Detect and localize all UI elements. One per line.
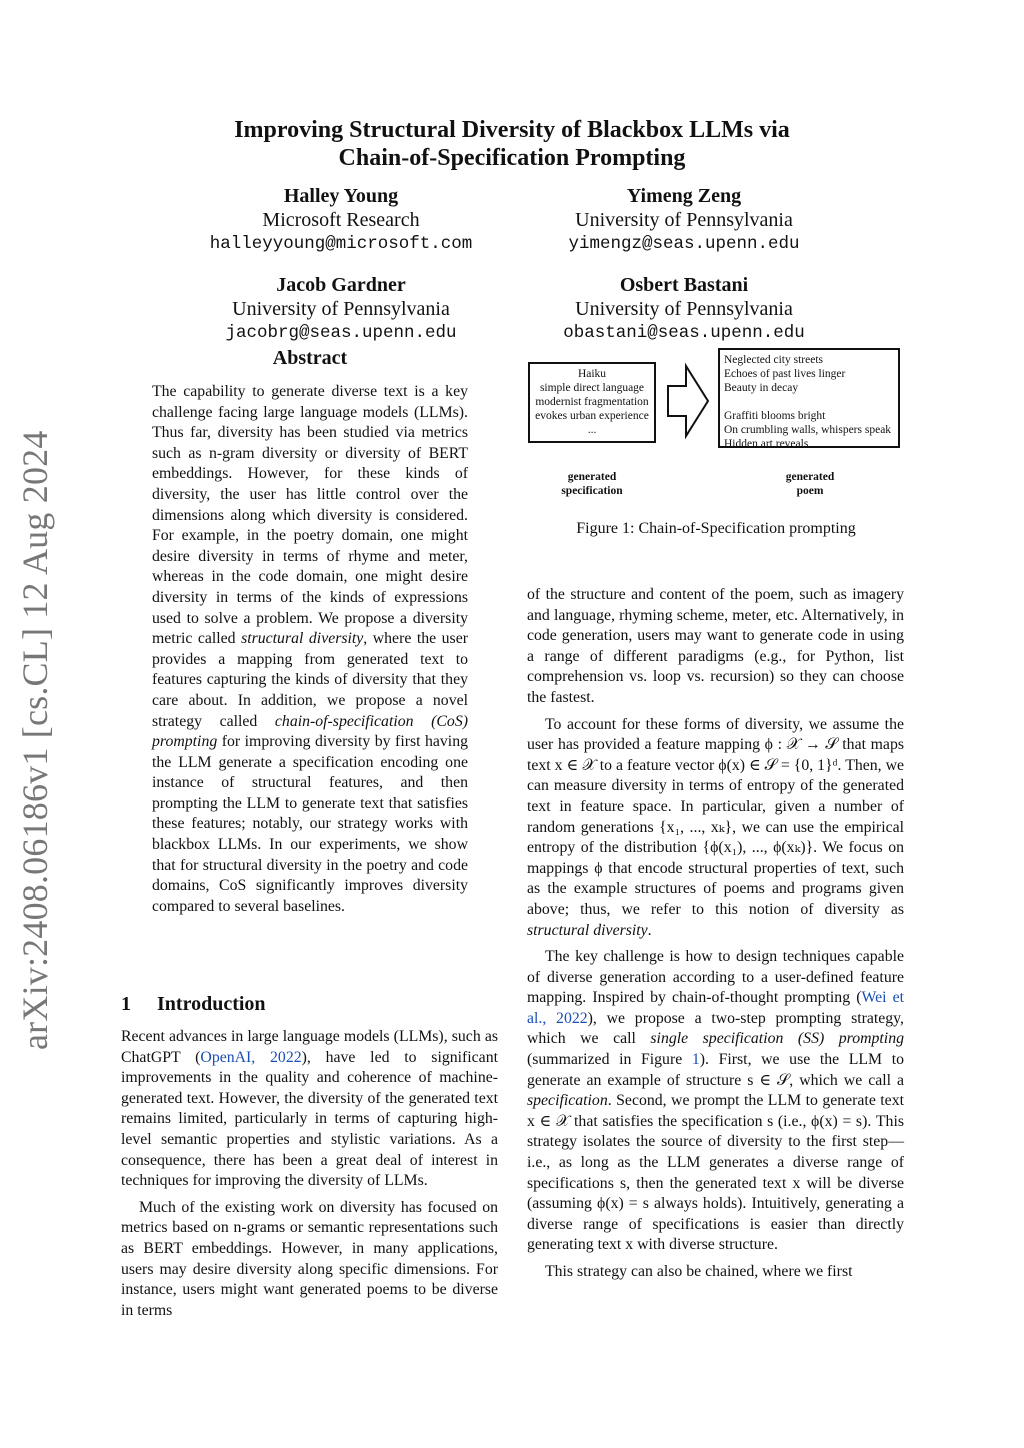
abstract-heading: Abstract xyxy=(272,347,348,369)
abstract-emphasis: chain-of-specification (CoS) prompting xyxy=(152,712,468,751)
author-name: Osbert Bastani xyxy=(619,274,749,296)
paragraph-text: . xyxy=(647,921,652,939)
title-line-1: Improving Structural Diversity of Blackbox LLMs via xyxy=(234,117,790,143)
specification-box xyxy=(528,362,656,443)
paragraph-text: (summarized in Figure xyxy=(527,1051,692,1069)
abstract-text: The capability to generate diverse text is a key challenge facing large language models (LLMs). Thus far, diversity has been studied via metrics such as n-gram diversity or diversity of BERT embeddings. However, for these kinds of diversity, the user has little control over the dimensions along which diversity is considered. For example, in the poetry domain, one might desire diversity in terms of rhyme and meter, whereas in the code domain, one might desire diversity in terms of the kinds of expressions used to solve a problem. We propose a diversity metric called xyxy=(152,383,468,648)
paper-title xyxy=(120,116,904,172)
author-affiliation: Microsoft Research xyxy=(262,209,420,231)
spec-line: Haiku xyxy=(577,368,607,380)
paragraph-text: Recent advances in large language models (LLMs), such as ChatGPT ( xyxy=(121,1028,498,1066)
spec-line: modernist fragmentation xyxy=(535,396,649,408)
abstract-emphasis: structural diversity xyxy=(241,630,364,648)
author-name: Jacob Gardner xyxy=(276,274,406,296)
poem-box xyxy=(718,348,900,448)
author-block xyxy=(141,273,541,345)
paragraph-text: The key challenge is how to design techniques capable of diverse generation according to a user-defined feature mapping. Inspired by chain-of-thought prompting ( xyxy=(527,948,904,1007)
paragraph-text: . Second, we prompt the LLM to generate text x ∈ 𝒳 that satisfies the specification s (i.e., ϕ(x) = s). This strategy isolates the source of diversity to the first step—i.e., as long as the LLM generates a diverse range of specifications s, then the generated text x will be diverse (assuming ϕ(x) = s always holds). Intuitively, generating a diverse range of specifications is easier than directly generating text x with diverse structure. xyxy=(527,1092,904,1254)
arrow-right-icon xyxy=(666,362,710,440)
author-name: Yimeng Zeng xyxy=(626,185,742,207)
arxiv-identifier: arXiv:2408.06186v1 [cs.CL] 12 Aug 2024 xyxy=(15,430,55,1050)
section-number: 1 xyxy=(121,993,131,1015)
paragraph: This strategy can also be chained, where we first xyxy=(545,1263,853,1280)
spec-line: ... xyxy=(587,424,597,436)
citation-link[interactable]: Wei et al., 2022 xyxy=(527,989,904,1027)
section-heading xyxy=(121,993,266,1016)
poem-line: Neglected city streets xyxy=(724,354,823,366)
citation-link[interactable]: OpenAI, 2022 xyxy=(200,1048,302,1066)
author-affiliation: University of Pennsylvania xyxy=(575,298,793,320)
poem-label xyxy=(762,470,858,498)
paragraph-text: ), we propose a two-step prompting strategy, which we call xyxy=(527,1009,905,1048)
section-title: Introduction xyxy=(157,993,266,1015)
author-affiliation: University of Pennsylvania xyxy=(232,298,450,320)
paragraph: Much of the existing work on diversity has focused on metrics based on n-grams or semantic representations such as BERT embeddings. However, in many applications, users may desire diversity along specific dimensions. For instance, users might want generated poems to be diverse in terms xyxy=(121,1198,498,1319)
spec-line: evokes urban experience xyxy=(535,410,649,422)
author-email[interactable]: jacobrg@seas.upenn.edu xyxy=(225,323,457,343)
poem-line: Hidden art reveals xyxy=(724,438,809,450)
figure-1 xyxy=(526,344,906,504)
author-email[interactable]: obastani@seas.upenn.edu xyxy=(563,323,805,343)
spec-label xyxy=(546,470,638,498)
author-block xyxy=(141,184,541,256)
author-email[interactable]: halleyyoung@microsoft.com xyxy=(209,234,473,254)
right-column xyxy=(527,585,904,1289)
figure-reference-link[interactable]: 1 xyxy=(691,1051,700,1069)
paragraph-emphasis: single specification (SS) prompting xyxy=(650,1030,904,1048)
author-affiliation: University of Pennsylvania xyxy=(575,209,793,231)
paragraph xyxy=(121,1027,498,1192)
poem-line: Beauty in decay xyxy=(724,382,799,394)
label-line: specification xyxy=(561,485,623,497)
label-line: generated xyxy=(567,471,617,483)
author-name: Halley Young xyxy=(283,185,399,207)
poem-line: On crumbling walls, whispers speak xyxy=(724,424,892,436)
author-block xyxy=(484,184,884,256)
abstract-text: , where the user provides a mapping from generated text to features capturing the kinds of diversity that they care about. In addition, we propose a novel strategy called xyxy=(152,630,468,730)
paragraph-text: ), have led to significant improvements in the quality and coherence of machine-generated text. However, the diversity of the generated text remains limited, particularly in terms of capturing high-level semantic properties and stylistic variations. As a consequence, there has been a great deal of interest in techniques for improving the diversity of LLMs. xyxy=(121,1048,498,1190)
paragraph-emphasis: specification xyxy=(527,1092,608,1110)
author-block xyxy=(484,273,884,345)
paragraph: of the structure and content of the poem, such as imagery and language, rhyming scheme, meter, etc. Alternatively, in code generation, users may want to generate code in using a range of different paradigms (e.g., for Python, list comprehension vs. loop vs. recursion) so they can choose the fastest. xyxy=(527,586,904,706)
paragraph-emphasis: structural diversity xyxy=(527,921,648,939)
figure-caption: Figure 1: Chain-of-Specification prompting xyxy=(576,520,856,537)
paragraph xyxy=(527,715,904,942)
left-column xyxy=(121,1027,498,1327)
abstract-body xyxy=(152,382,468,917)
spec-line: simple direct language xyxy=(539,382,645,394)
label-line: poem xyxy=(796,485,824,497)
title-line-2: Chain-of-Specification Prompting xyxy=(338,145,686,171)
poem-line xyxy=(724,395,898,409)
abstract-text: for improving diversity by first having the LLM generate a specification encoding one instance of structural features, and then prompting the LLM to generate text that satisfies these features; notably, our strategy works with blackbox LLMs. In our experiments, we show that for structural diversity in the poetry and code domains, CoS significantly improves diversity compared to several baselines. xyxy=(152,733,468,915)
label-line: generated xyxy=(785,471,835,483)
poem-line: Echoes of past lives linger xyxy=(724,368,846,380)
author-email[interactable]: yimengz@seas.upenn.edu xyxy=(568,234,800,254)
paragraph-text: ). First, we use the LLM to generate an example of structure s ∈ 𝒮, which we call a xyxy=(527,1051,905,1089)
paragraph-text: To account for these forms of diversity, we assume the user has provided a feature mapping ϕ : 𝒳 → 𝒮 that maps text x ∈ 𝒳 to a feature vector ϕ(x) ∈ 𝒮 = {0, 1}ᵈ. Then, we can measure diversity in terms of entropy of the generated text in feature space. In particular, given a number of random generations {x₁, ..., xₖ}, we can use the empirical entropy of the distribution {ϕ(x₁), ..., ϕ(xₖ)}. We focus on mappings ϕ that encode structural properties of text, such as the example structures of poems and programs given above; thus, we refer to this notion of diversity as xyxy=(527,715,904,918)
poem-line: Graffiti blooms bright xyxy=(724,410,826,422)
paragraph xyxy=(527,947,904,1256)
